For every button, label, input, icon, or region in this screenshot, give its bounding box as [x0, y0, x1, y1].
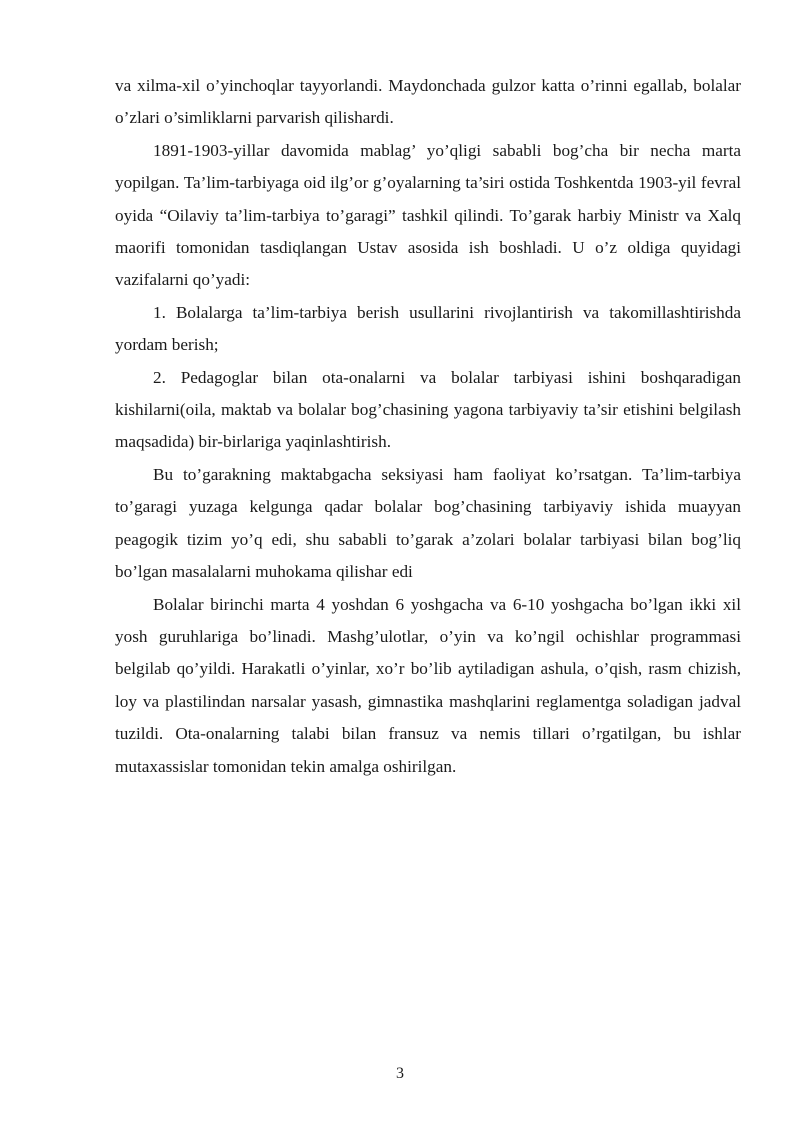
list-item-1: 1. Bolalarga ta’lim-tarbiya berish usullarini rivojlantirish va takomillashtirishda yordam berish;	[115, 302, 741, 355]
paragraph-preschool-section: Bu to’garakning maktabgacha seksiyasi ham faoliyat ko’rsatgan. Ta’lim-tarbiya to’garagi yuzaga kelgunga qadar bolalar bog’chasining tarbiyaviy ishida muayyan peagogik tizim yo’q edi, shu sababli to’garak a’zolari bolalar tarbiyasi bilan bog’liq bo’lgan masalalarni muhokama qilishar edi	[115, 464, 741, 582]
page-number: 3	[396, 1065, 404, 1082]
document-body	[115, 70, 741, 783]
paragraph-continuation: va xilma-xil o’yinchoqlar tayyorlandi. Maydonchada gulzor katta o’rinni egallab, bolalar o’zlari o’simliklarni parvarish qilishardi.	[115, 76, 741, 128]
list-item-2: 2. Pedagoglar bilan ota-onalarni va bolalar tarbiyasi ishini boshqaradigan kishilarni(oila, maktab va bolalar bog’chasining yagona tarbiyaviy ta’sir etishini belgilash maqsadida) bir-birlariga yaqinlashtirish.	[115, 367, 741, 452]
paragraph-history: 1891-1903-yillar davomida mablag’ yo’qligi sababli bog’cha bir necha marta yopilgan. Ta’lim-tarbiyaga oid ilg’or g’oyalarning ta’siri ostida Toshkentda 1903-yil fevral oyida “Oilaviy ta’lim-tarbiya to’garagi” tashkil qilindi. To’garak harbiy Ministr va Xalq maorifi tomonidan tasdiqlangan Ustav asosida ish boshladi. U o’z oldiga quyidagi vazifalarni qo’yadi:	[115, 140, 741, 290]
paragraph-age-groups: Bolalar birinchi marta 4 yoshdan 6 yoshgacha va 6-10 yoshgacha bo’lgan ikki xil yosh guruhlariga bo’linadi. Mashg’ulotlar, o’yin va ko’ngil ochishlar programmasi belgilab qo’yildi. Harakatli o’yinlar, xo’r bo’lib aytiladigan ashula, o’qish, rasm chizish, loy va plastilindan narsalar yasash, gimnastika mashqlarini reglamentga soladigan jadval tuzildi. Ota-onalarning talabi bilan fransuz va nemis tillari o’rgatilgan, bu ishlar mutaxassislar tomonidan tekin amalga oshirilgan.	[115, 594, 741, 776]
